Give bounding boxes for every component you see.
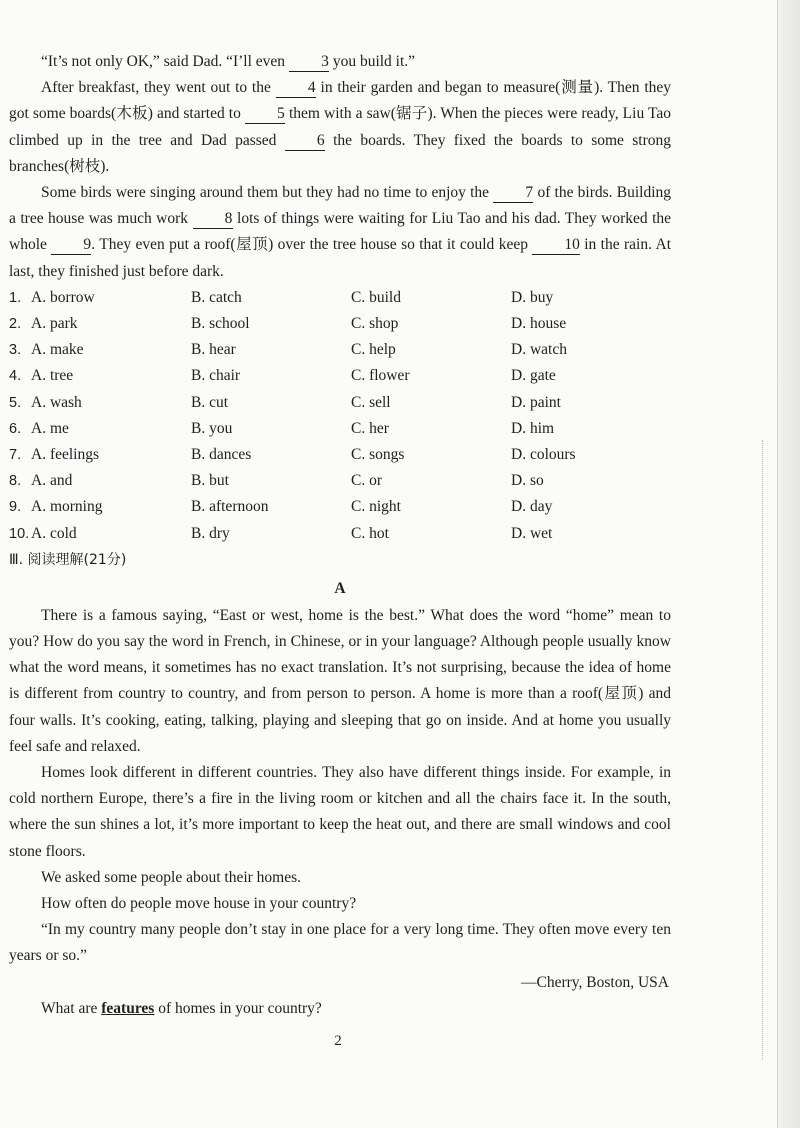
- cloze-paragraph-0: [9, 49, 671, 75]
- option-b: B. you: [191, 419, 233, 437]
- question-row: [9, 468, 671, 494]
- option-a: A. and: [31, 472, 73, 490]
- text: After breakfast, they went out to the: [41, 79, 271, 97]
- passage-answer-1: “In my country many people don’t stay in one place for a very long time. They often move every ten years or so.”: [9, 921, 671, 965]
- option-c: C. or: [351, 472, 382, 490]
- option-c: C. hot: [351, 524, 389, 542]
- option-a: A. park: [31, 315, 78, 333]
- question-row: [9, 494, 671, 520]
- option-b: B. dances: [191, 445, 252, 463]
- option-b: B. chair: [191, 367, 241, 385]
- page-content: [9, 49, 671, 1022]
- dotted-cut-line: [762, 440, 763, 1060]
- text: the boards. They fixed the boards to some strong branches(树枝).: [9, 131, 672, 175]
- option-c: C. build: [351, 288, 401, 306]
- text: “It’s not only OK,” said Dad. “I’ll even: [41, 53, 286, 70]
- option-c: C. songs: [351, 445, 405, 463]
- passage-label: A: [334, 579, 346, 597]
- text: lots of things were waiting for Liu Tao and his dad. They worked the whole: [9, 210, 672, 254]
- option-a: A. borrow: [31, 288, 95, 306]
- question-number: 5.: [9, 394, 22, 411]
- option-d: D. buy: [511, 288, 554, 306]
- section-title: Ⅲ. 阅读理解(21分): [9, 551, 127, 568]
- passage-paragraph-3: We asked some people about their homes.: [41, 868, 302, 886]
- option-d: D. him: [511, 419, 555, 437]
- option-d: D. colours: [511, 445, 576, 463]
- option-a: A. tree: [31, 367, 74, 385]
- question-row: [9, 416, 671, 442]
- option-a: A. me: [31, 419, 69, 437]
- option-b: B. hear: [191, 341, 236, 359]
- question-number: 2.: [9, 316, 22, 333]
- text: of homes in your country?: [158, 999, 322, 1017]
- blank-9: 9: [51, 236, 91, 255]
- option-a: A. wash: [31, 393, 82, 411]
- passage-signature: —Cherry, Boston, USA: [521, 973, 669, 991]
- text: in their garden and began to measure(测量). Then they got some boards(木板) and started to: [9, 79, 672, 123]
- option-b: B. cut: [191, 393, 229, 411]
- option-d: D. so: [511, 472, 544, 490]
- text: them with a saw(锯子). When the pieces were ready, Liu Tao climbed up in the tree and Dad passed: [9, 105, 672, 149]
- option-d: D. wet: [511, 524, 553, 542]
- blank-7: 7: [493, 184, 533, 203]
- option-d: D. watch: [511, 341, 567, 359]
- underlined-word: features: [101, 999, 155, 1017]
- question-number: 10.: [9, 525, 30, 542]
- text: . They even put a roof(屋顶) over the tree house so that it could keep: [91, 236, 528, 254]
- cloze-paragraph-2: [9, 180, 671, 285]
- blank-6: 6: [285, 132, 325, 151]
- question-number: 4.: [9, 368, 22, 385]
- option-c: C. shop: [351, 315, 399, 333]
- option-a: A. cold: [31, 524, 77, 542]
- passage-paragraph-1: There is a famous saying, “East or west, home is the best.” What does the word “home” mean to you? How do you say the word in French, in Chinese, or in your language? Although people usually know what the word means, it sometimes has no exact translation. It’s not surprising, because the idea of home is different from country to country, and from person to person. A home is more than a roof(屋顶) and four walls. It’s cooking, eating, talking, playing and sleeping that go on inside. And at home you usually feel safe and relaxed.: [9, 606, 671, 755]
- option-d: D. paint: [511, 393, 561, 411]
- page-number: 2: [334, 1033, 342, 1049]
- question-row: [9, 285, 671, 311]
- option-c: C. help: [351, 341, 396, 359]
- question-number: 1.: [9, 289, 22, 306]
- option-b: B. catch: [191, 288, 242, 306]
- option-c: C. night: [351, 498, 401, 516]
- blank-10: 10: [532, 236, 580, 255]
- option-a: A. make: [31, 341, 84, 359]
- blank-5: 5: [245, 105, 285, 124]
- option-b: B. but: [191, 472, 229, 490]
- question-row: [9, 337, 671, 363]
- option-b: B. school: [191, 315, 250, 333]
- option-c: C. her: [351, 419, 389, 437]
- cloze-paragraph-1: [9, 75, 671, 180]
- option-d: D. gate: [511, 367, 556, 385]
- answer-options: [9, 285, 671, 547]
- question-number: 8.: [9, 473, 22, 490]
- text: Some birds were singing around them but they had no time to enjoy the: [41, 184, 490, 202]
- question-number: 9.: [9, 499, 22, 516]
- passage-paragraph-2: Homes look different in different countries. They also have different things inside. For example, in cold northern Europe, there’s a fire in the living room or kitchen and all the chairs face it. In the south, where the sun shines a lot, it’s more important to keep the heat out, and there are small windows and cool stone floors.: [9, 763, 671, 860]
- question-number: 7.: [9, 446, 22, 463]
- option-c: C. sell: [351, 393, 391, 411]
- blank-3: 3: [289, 53, 329, 72]
- question-number: 3.: [9, 342, 22, 359]
- blank-4: 4: [276, 79, 316, 98]
- option-d: D. house: [511, 315, 567, 333]
- option-a: A. morning: [31, 498, 103, 516]
- option-b: B. dry: [191, 524, 230, 542]
- option-d: D. day: [511, 498, 553, 516]
- text: you build it.”: [332, 53, 416, 70]
- page-binding-edge: [777, 0, 800, 1128]
- option-b: B. afternoon: [191, 498, 269, 516]
- question-row: [9, 363, 671, 389]
- text: of the birds. Building a tree house was much work: [9, 184, 672, 228]
- question-row: [9, 390, 671, 416]
- question-row: [9, 311, 671, 337]
- question-number: 6.: [9, 420, 22, 437]
- blank-8: 8: [193, 210, 233, 229]
- option-a: A. feelings: [31, 445, 100, 463]
- passage-question-1: How often do people move house in your country?: [41, 894, 357, 912]
- text: in the rain. At last, they finished just before dark.: [9, 236, 672, 280]
- question-row: [9, 442, 671, 468]
- question-row: [9, 521, 671, 547]
- passage-question-2: [9, 996, 671, 1022]
- option-c: C. flower: [351, 367, 410, 385]
- text: What are: [41, 999, 98, 1017]
